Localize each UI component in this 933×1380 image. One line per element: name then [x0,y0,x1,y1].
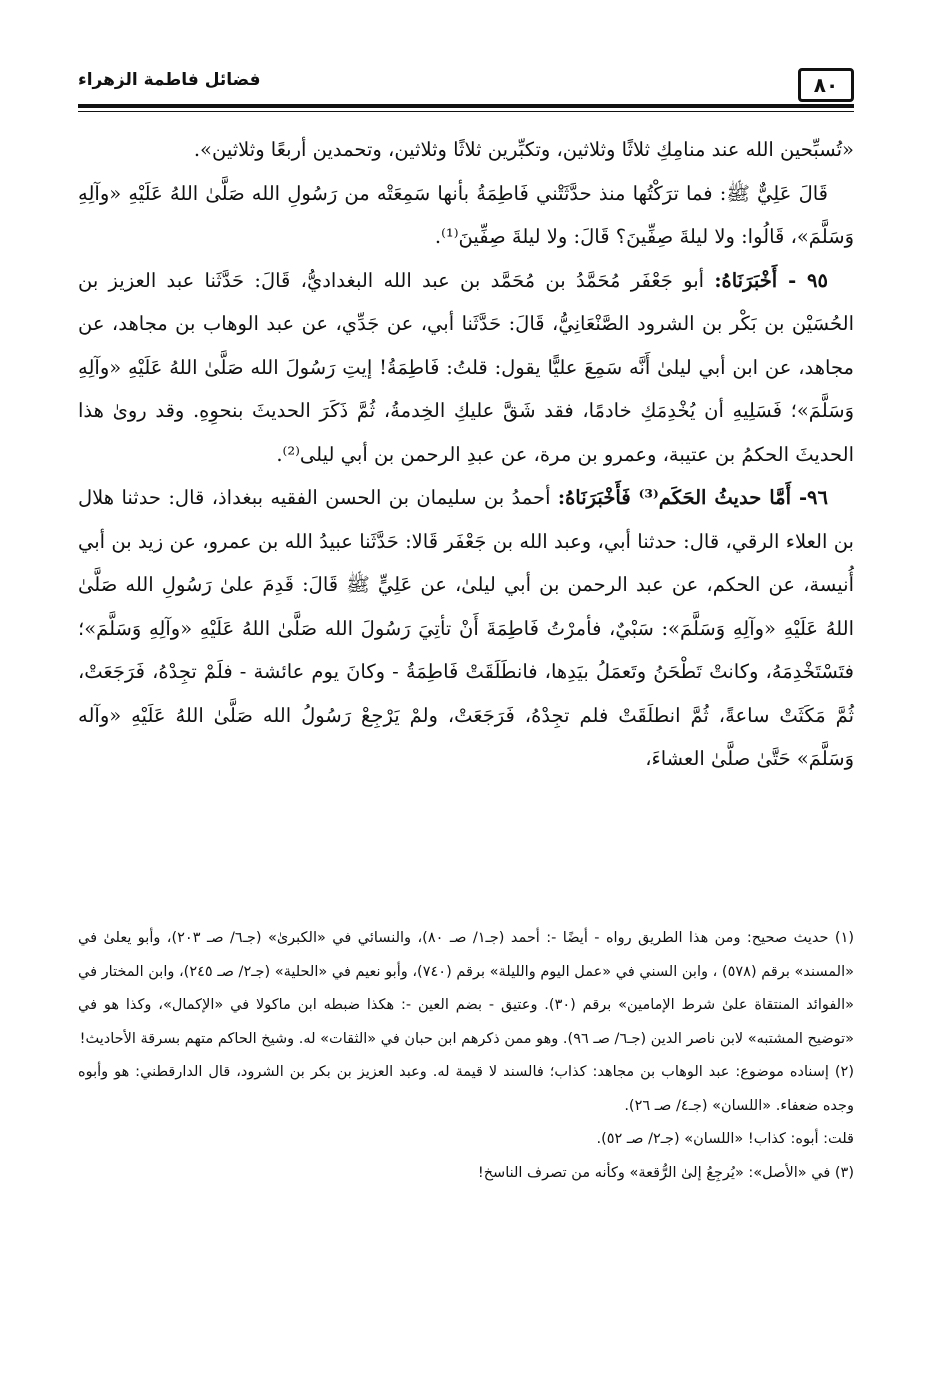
paragraph-ali: قَالَ عَلِيٌّ ﷺ: فما ترَكْتُها منذ حدَّثَتْني فَاطِمَةُ بأنها سَمِعَتْه من رَسُولِ الله صَلَّىٰ اللهُ عَلَيْهِ «وآلِهِ وَسَلَّمَ»، قَالُوا: ولا ليلةَ صِفِّينَ؟ قَالَ: ولا ليلةَ صِفِّينَ⁽¹⁾. [78,181,854,248]
header-rule-thin [78,111,854,112]
footnote-2-note: قلت: أبوه: كذاب! «اللسان» (جـ٢/ صـ ٥٢). [596,1131,854,1147]
running-title: فضائل فاطمة الزهراء [78,70,261,90]
page-header [78,64,854,112]
footnote-3: (٣) في «الأصل»: «يُرجِعُ إلىٰ الرُّقعة» وكأنه من تصرف الناسخ! [477,1164,854,1181]
footnote-1: (١) حديث صحيح: ومن هذا الطريق رواه - أيضًا -: أحمد (جـ١/ صـ ٨٠)، والنسائي في «الكبرىٰ» (جـ٦/ صـ ٢٠٣)، وأبو يعلىٰ في «المسند» برقم (٥٧٨) ، وابن السني في «عمل اليوم والليلة» برقم (٧٤٠)، وأبو نعيم في «الحلية» (جـ٢/ صـ ٢٤٥)، وابن المختار في «الفوائد المنتقاة علىٰ شرط الإمامين» برقم (٣٠). وعتيق - بضم العين -: هكذا ضبطه ابن ماكولا في «الإكمال»، وكذا هو في «توضيح المشتبه» لابن ناصر الدين (جـ٦/ صـ ٩٦). وهو ممن ذكرهم ابن حبان في «الثقات» له. وشيخ الحاكم متهم بسرقة الأحاديث! [78,930,855,1047]
header-rule-thick [78,104,854,108]
hadith-96-text: أحمدُ بن سليمان بن الحسن الفقيه ببغداذ، قال: حدثنا هلال بن العلاء الرقي، قال: حدثنا أبي، وعبد الله بن جَعْفَر قَالا: حَدَّثَنا عبيدُ الله بن عمرو، عن زيد بن أبي أُنيسة، عن الحكم، عن عبد الرحمن بن أبي ليلىٰ، عن عَلِيٍّ ﷺ قَالَ: قَدِمَ علىٰ رَسُولِ الله صَلَّىٰ اللهُ عَلَيْهِ «وآلِهِ وَسَلَّمَ»: سَبْيٌ، فأمرْتُ فَاطِمَةَ أَنْ تأتِيَ رَسُولَ الله صَلَّىٰ اللهُ عَلَيْهِ «وآلِهِ وَسَلَّمَ»؛ فتَسْتَخْدِمَهُ، وكانتْ تَطْحَنُ وتَعمَلُ بيَدِها، فانطَلَقَتْ فَاطِمَةُ - وكانَ يوم عائشة - فلَمْ تجِدْهُ، فَرَجَعَتْ، ثُمَّ مَكَثَتْ ساعةً، ثُمَّ انطلَقَتْ فلم تجِدْهُ، فَرَجَعَتْ، ولمْ يَرْجِعْ رَسُولُ الله صَلَّىٰ اللهُ عَلَيْهِ «وآله وَسَلَّمَ» حَتَّىٰ صلَّىٰ العشاءَ، [78,486,854,770]
page-number: ٨٠ [798,68,854,102]
text-line-1: «تُسبِّحين الله عند منامِكِ ثلاثًا وثلاثين، وتكبِّرين ثلاثًا وثلاثين، وتحمدين أربعًا وثلاثين». [193,138,854,161]
footnotes [78,922,854,1190]
hadith-95 [78,259,854,477]
hadith-96 [78,476,854,781]
main-text [78,128,854,781]
hadith-96-number: ٩٦- أَمَّا حديثُ الحَكَم⁽³⁾ فَأَخْبَرَنَاهُ: [557,486,828,509]
footnote-2: (٢) إسناده موضوع: عبد الوهاب بن مجاهد: كذاب؛ فالسند لا قيمة له. وعبد العزيز بن بكر بن الشرود، قال الدارقطني: هو وأبوه وجده ضعفاء. «اللسان» (جـ٤/ صـ ٢٦). [78,1064,854,1114]
hadith-95-number: ٩٥ - أَخْبَرَنَاهُ: [714,268,828,292]
hadith-95-text: أبو جَعْفَر مُحَمَّدُ بن مُحَمَّد بن عبد الله البغداديُّ، قَالَ: حَدَّثَنا عبد العزيز بن الحُسَيْن بن بَكْر بن الشرود الصَّنْعَانِيُّ، قَالَ: حَدَّثَنا أبي، عن جَدِّي، عن عبد الوهاب بن مجاهد، عن مجاهد، عن ابن أبي ليلىٰ أَنَّه سَمِعَ عليًّا يقول: قلتُ: فَاطِمَةُ! إيتِ رَسُولَ الله صَلَّىٰ اللهُ عَلَيْهِ «وآلِهِ وَسَلَّمَ»؛ فَسَلِيهِ أن يُخْدِمَكِ خادمًا، فقد شَقَّ عليكِ الخِدمةُ، ثُمَّ ذَكَرَ الحديثَ بنحوِهِ. وقد روىٰ هذا الحديثَ الحكمُ بن عتيبة، وعمرو بن مرة، عن عبدِ الرحمن بن أبي ليلى⁽²⁾. [78,268,854,466]
